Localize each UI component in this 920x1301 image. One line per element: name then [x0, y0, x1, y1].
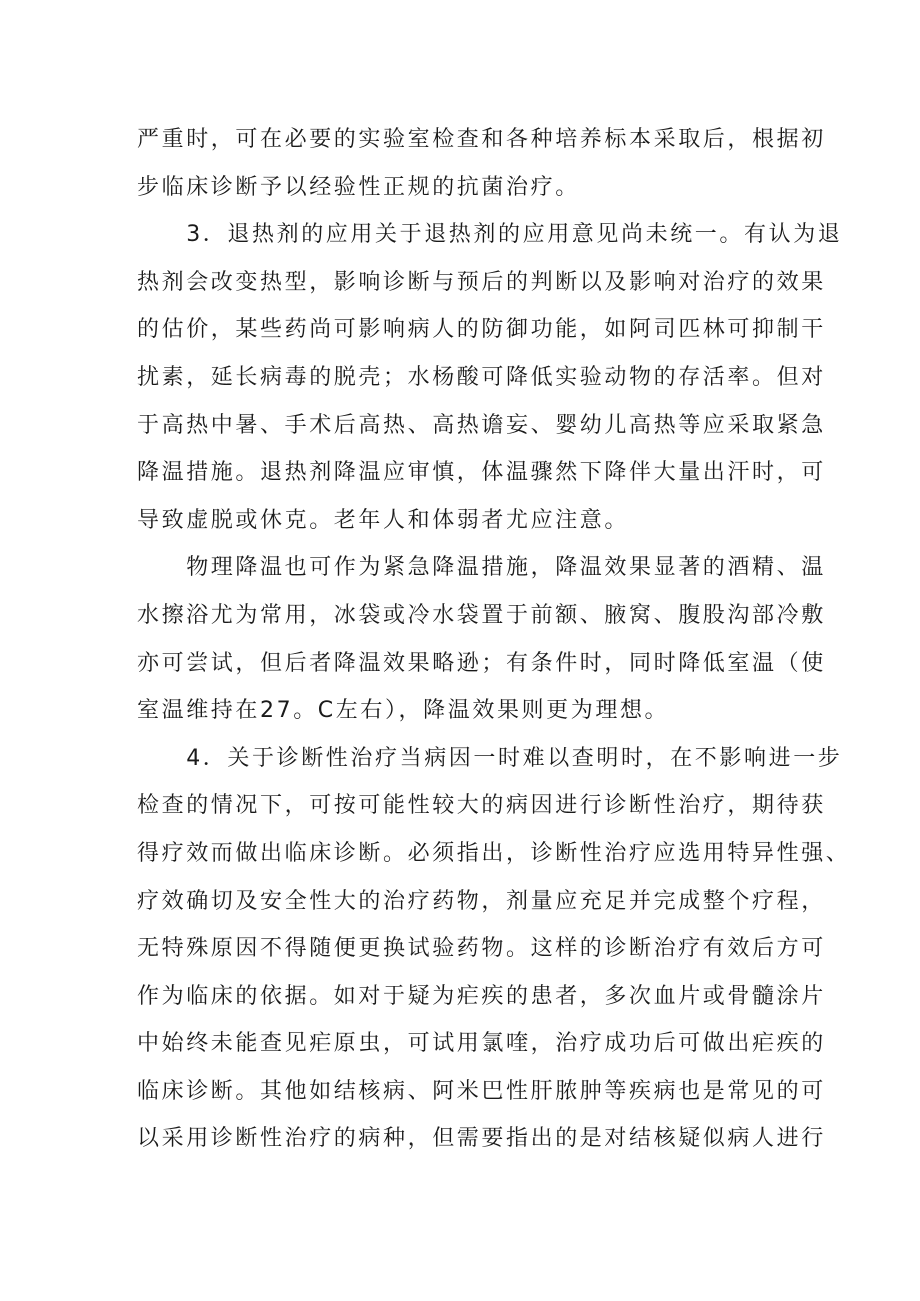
- text-line: 降温措施。退热剂降温应审慎，体温骤然下降伴大量出汗时，可: [137, 460, 826, 486]
- text-line: 亦可尝试，但后者降温效果略逊；有条件时，同时降低室温（使: [137, 650, 826, 676]
- text-line: 4．关于诊断性治疗当病因一时难以查明时，在不影响进一步: [137, 745, 843, 771]
- text-line: 的估价，某些药尚可影响病人的防御功能，如阿司匹林可抑制干: [137, 317, 826, 343]
- text-line: 扰素，延长病毒的脱壳；水杨酸可降低实验动物的存活率。但对: [137, 364, 826, 390]
- body-text: [137, 116, 851, 1163]
- text-line: 水擦浴尤为常用，冰袋或冷水袋置于前额、腋窝、腹股沟部冷敷: [137, 602, 826, 628]
- text-line: 作为临床的依据。如对于疑为疟疾的患者，多次血片或骨髓涂片: [137, 983, 826, 1009]
- text-line: 3．退热剂的应用关于退热剂的应用意见尚未统一。有认为退: [137, 222, 843, 248]
- text-line: 检查的情况下，可按可能性较大的病因进行诊断性治疗，期待获: [137, 793, 826, 819]
- text-line: 室温维持在27。C左右），降温效果则更为理想。: [137, 698, 670, 724]
- text-line: 导致虚脱或休克。老年人和体弱者尤应注意。: [137, 507, 630, 533]
- text-line: 严重时，可在必要的实验室检查和各种培养标本采取后，根据初: [137, 127, 826, 152]
- text-line: 步临床诊断予以经验性正规的抗菌治疗。: [137, 174, 580, 200]
- text-line: 疗效确切及安全性大的治疗药物，剂量应充足并完成整个疗程，: [137, 888, 826, 914]
- text-line: 热剂会改变热型，影响诊断与预后的判断以及影响对治疗的效果: [137, 269, 826, 295]
- text-line: 得疗效而做出临床诊断。必须指出，诊断性治疗应选用特异性强、: [137, 840, 851, 866]
- text-line: 于高热中暑、手术后高热、高热谵妄、婴幼儿高热等应采取紧急: [137, 412, 826, 438]
- text-line: 临床诊断。其他如结核病、阿米巴性肝脓肿等疾病也是常见的可: [137, 1078, 826, 1104]
- text-line: 无特殊原因不得随便更换试验药物。这样的诊断治疗有效后方可: [137, 936, 826, 962]
- text-line: 以采用诊断性治疗的病种，但需要指出的是对结核疑似病人进行: [137, 1126, 826, 1152]
- text-line: 中始终未能查见疟原虫，可试用氯喹，治疗成功后可做出疟疾的: [137, 1031, 826, 1057]
- text-line: 物理降温也可作为紧急降温措施，降温效果显著的酒精、温: [137, 555, 826, 581]
